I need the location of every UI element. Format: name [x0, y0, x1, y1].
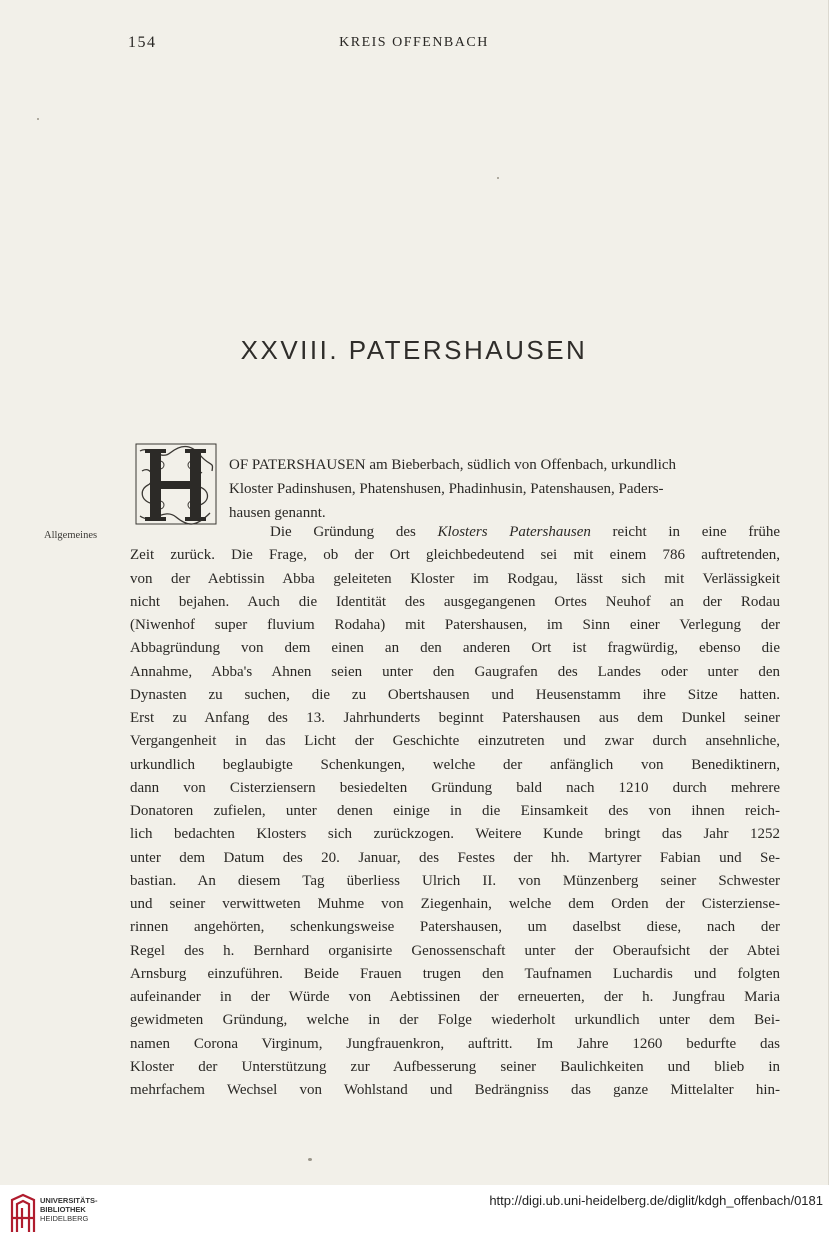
opening-lines — [229, 453, 779, 525]
text-line: Annahme, Abba's Ahnen seien unter den Gaugrafen des Landes oder unter den — [130, 663, 780, 680]
text-line: aufeinander in der Würde von Aebtissinen der erneuerten, der h. Jungfrau Maria — [130, 989, 780, 1005]
paragraph-first-line — [130, 521, 780, 544]
text-line: Erst zu Anfang des 13. Jahrhunderts beginnt Patershausen aus dem Dunkel seiner — [130, 710, 780, 726]
text-line: unter dem Datum des 20. Januar, des Festes der hh. Martyrer Fabian und Se- — [130, 849, 780, 866]
text-line: bastian. An diesem Tag überliess Ulrich II. von Münzenberg seiner Schwester — [130, 872, 780, 889]
text-line: Donatoren zufielen, unter denen einige in die Einsamkeit des von ihnen reich- — [130, 803, 780, 819]
logo-line-2: BIBLIOTHEK — [40, 1205, 86, 1214]
text-line: Regel des h. Bernhard organisirte Genossenschaft unter der Oberaufsicht der Abtei — [130, 942, 780, 959]
logo-line-1: UNIVERSITÄTS- — [40, 1196, 98, 1205]
logo-line-3: HEIDELBERG — [40, 1214, 89, 1223]
opening-line-3: hausen genannt. — [229, 505, 326, 521]
paper-speck — [308, 1158, 312, 1161]
text-line: mehrfachem Wechsel von Wohlstand und Bedrängniss das ganze Mittelalter hin- — [130, 1082, 780, 1098]
text-line: namen Corona Virginum, Jungfrauenkron, auftritt. Im Jahre 1260 bedurfte das — [130, 1035, 780, 1052]
paragraph-rest: reicht in eine frühe — [612, 524, 781, 540]
text-line: von der Aebtissin Abba geleiteten Kloster im Rodgau, lässt sich mit Verlässigkeit — [130, 570, 780, 587]
text-line: Zeit zurück. Die Frage, ob der Ort gleichbedeutend sei mit einem 786 auftretenden, — [130, 547, 780, 564]
text-line: Abbagründung von dem einen an den anderen Ort ist fragwürdig, ebenso die — [130, 640, 780, 657]
text-line: dann von Cisterziensern besiedelten Gründung bald nach 1210 durch mehrere — [130, 779, 780, 796]
text-line: nicht bejahen. Auch die Identität des ausgegangenen Ortes Neuhof an der Rodau — [130, 593, 780, 610]
library-logo[interactable] — [9, 1192, 99, 1238]
paper-speck — [37, 118, 39, 120]
source-url-link[interactable]: http://digi.ub.uni-heidelberg.de/diglit/kdgh_offenbach/0181 — [489, 1193, 823, 1208]
text-line: Vergangenheit in das Licht der Geschichte einzutreten und zwar durch ansehnliche, — [130, 733, 780, 750]
opening-line-1: OF PATERSHAUSEN am Bieberbach, südlich von Offenbach, urkundlich — [229, 457, 677, 473]
paragraph-emphasis: Klosters Patershausen — [437, 524, 591, 540]
paper-speck — [497, 177, 499, 179]
paragraph-start: Die Gründung des — [270, 524, 416, 540]
text-line: lich bedachten Klosters sich zurückzogen. Weitere Kunde bringt das Jahr 1252 — [130, 826, 780, 843]
text-line: (Niwenhof super fluvium Rodaha) mit Patershausen, im Sinn einer Verlegung der — [130, 617, 780, 633]
text-line: und seiner verwittweten Muhme von Ziegenhain, welche dem Orden der Cisterziense- — [130, 896, 780, 912]
margin-note: Allgemeines — [44, 530, 98, 541]
text-line: Dynasten zu suchen, die zu Obertshausen und Heusenstamm ihre Sitze hatten. — [130, 686, 780, 703]
ornamental-drop-cap — [130, 441, 222, 529]
text-line: urkundlich beglaubigte Schenkungen, welche der anfänglich von Benediktinern, — [130, 756, 780, 773]
library-logo-text — [40, 1196, 98, 1223]
opening-line-2: Kloster Padinshusen, Phatenshusen, Phadinhusin, Patenshausen, Paders- — [229, 481, 664, 497]
text-line: Arnsburg einzuführen. Beide Frauen trugen den Taufnamen Luchardis und folgten — [130, 965, 780, 982]
text-line: rinnen angehörten, schenkungsweise Patershausen, um daselbst diese, nach der — [130, 919, 780, 936]
page-number: 154 — [128, 34, 157, 51]
body-text — [130, 521, 780, 1102]
library-logo-icon — [9, 1192, 37, 1236]
chapter-title: XXVIII. PATERSHAUSEN — [240, 335, 588, 365]
text-line: gewidmeten Gründung, welche in der Folge wiederholt urkundlich unter dem Bei- — [130, 1012, 780, 1029]
drop-cap-ornament-icon — [130, 441, 222, 529]
text-line: Kloster der Unterstützung zur Aufbesserung seiner Baulichkeiten und blieb in — [130, 1058, 780, 1075]
running-head: KREIS OFFENBACH — [339, 35, 489, 50]
